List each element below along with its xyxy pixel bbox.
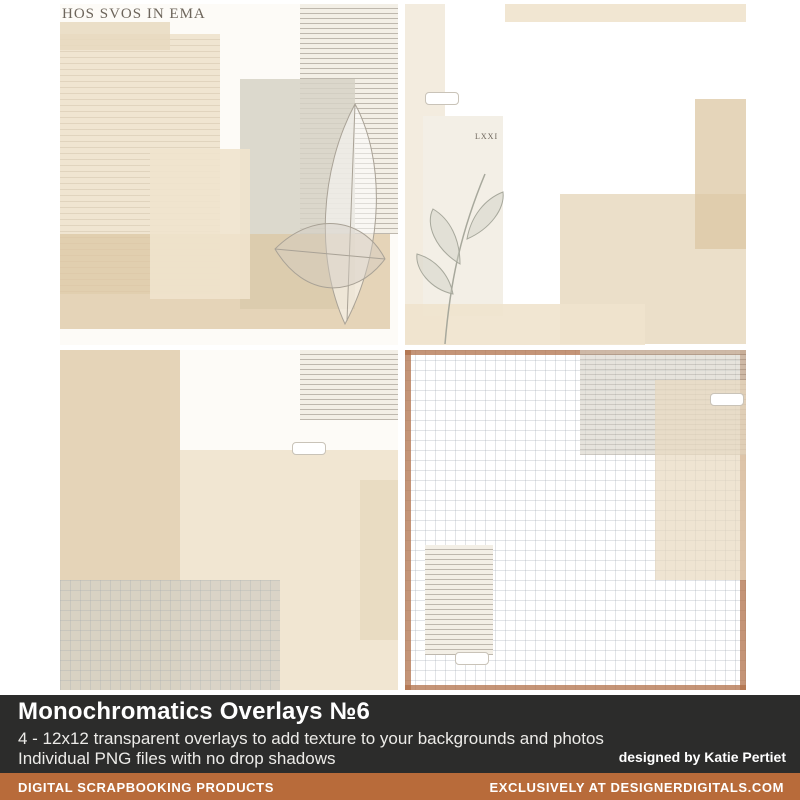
overlay-preview-4 — [405, 350, 746, 690]
skeleton-leaf-illustration — [235, 99, 395, 329]
map-fragment — [60, 580, 280, 690]
overlay-preview-2 — [405, 4, 746, 345]
file-tab — [455, 652, 489, 665]
page-marker: LXXI — [475, 132, 499, 141]
washi-tape-strip — [60, 22, 170, 50]
footer-bar — [0, 773, 800, 800]
footer-store-link[interactable]: EXCLUSIVELY AT DESIGNERDIGITALS.COM — [489, 780, 784, 795]
product-title: Monochromatics Overlays №6 — [18, 698, 371, 725]
product-banner — [0, 695, 800, 773]
footer-category: DIGITAL SCRAPBOOKING PRODUCTS — [18, 780, 274, 795]
newsprint-fragment — [300, 350, 398, 420]
botanical-sprig-illustration — [405, 154, 525, 344]
product-file-info: Individual PNG files with no drop shadows — [18, 749, 336, 768]
tape-strip-right — [360, 480, 398, 640]
file-tab — [292, 442, 326, 455]
overlay-preview-3 — [60, 350, 398, 690]
ledger-list-scrap — [425, 545, 493, 655]
designer-credit: designed by Katie Pertiet — [618, 749, 786, 765]
burnt-edge-left — [405, 350, 411, 690]
file-tab — [425, 92, 459, 105]
overlay-preview-1 — [60, 4, 398, 345]
tape-strip-top — [505, 4, 746, 22]
product-description: 4 - 12x12 transparent overlays to add texture to your backgrounds and photos — [18, 729, 604, 748]
file-tab — [710, 393, 744, 406]
tape-strip-right — [695, 99, 746, 249]
newsprint-heading: HOS SVOS IN EMA — [62, 6, 206, 22]
tape-strip-right — [655, 380, 746, 580]
burnt-edge-bottom — [405, 685, 746, 690]
